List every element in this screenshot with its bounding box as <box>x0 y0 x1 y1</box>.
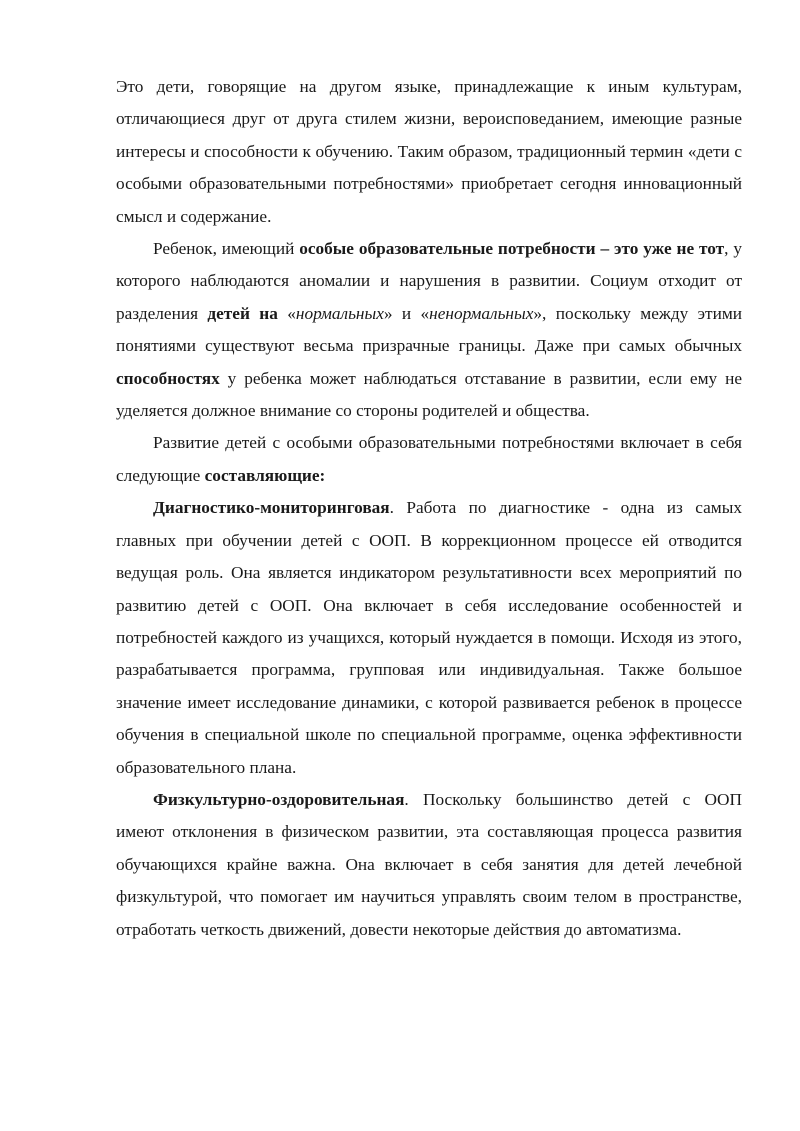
bold-text: Физкультурно-оздоровительная <box>153 789 405 809</box>
bold-text: детей на <box>207 303 278 323</box>
text-run: у ребенка может наблюдаться отставание в развитии, если ему не уделяется должное внимание со стороны родителей и общества. <box>116 368 742 421</box>
paragraph-4 <box>116 492 742 784</box>
italic-text: нормальных <box>295 303 384 323</box>
text-run: . Поскольку большинство детей с ООП имеют отклонения в физическом развитии, эта составляющая процесса развития обучающихся крайне важна. Она включает в себя занятия для детей лечебной физкультурой, что помогает им научиться управлять своим телом в пространстве, отработать четкость движений, довести некоторые действия до автоматизма. <box>116 789 742 939</box>
text-run: , у которого наблюдаются аномалии и нарушения в развитии. Социум отходит от разделения <box>116 239 742 323</box>
document-page <box>116 71 742 946</box>
text-run: », поскольку между этими понятиями существуют весьма призрачные границы. Даже при самых обычных <box>116 303 742 356</box>
italic-text: ненормальных <box>429 303 534 323</box>
bold-text: особые образовательные потребности – это уже не тот <box>299 239 725 259</box>
text-run: » и « <box>383 303 430 323</box>
paragraph-5 <box>116 784 742 946</box>
paragraph-1 <box>116 71 742 233</box>
text-run: Развитие детей с особыми образовательными потребностями включает в себя следующие <box>116 433 742 485</box>
paragraph-2 <box>116 233 742 427</box>
paragraph-3 <box>116 427 742 492</box>
bold-text: способностях <box>116 368 220 388</box>
bold-text: составляющие: <box>204 465 326 485</box>
text-run: . Работа по диагностике - одна из самых главных при обучении детей с ООП. В коррекционном процессе ей отводится ведущая роль. Она является индикатором результативности всех мероприятий по развитию детей с ООП. Она включает в себя исследование особенностей и потребностей каждого из учащихся, который нуждается в помощи. Исходя из этого, разрабатывается программа, групповая или индивидуальная. Также большое значение имеет исследование динамики, с которой развивается ребенок в процессе обучения в специальной школе по специальной программе, оценка эффективности образовательного плана. <box>116 498 742 777</box>
bold-text: Диагностико-мониторинговая <box>153 498 390 518</box>
text-run: « <box>277 303 296 323</box>
text-run: Это дети, говорящие на другом языке, принадлежащие к иным культурам, отличающиеся друг от друга стилем жизни, вероисповеданием, имеющие разные интересы и способности к обучению. Таким образом, традиционный термин «дети с особыми образовательными потребностями» приобретает сегодня инновационный смысл и содержание. <box>116 77 742 226</box>
text-run: Ребенок, имеющий <box>153 239 300 259</box>
